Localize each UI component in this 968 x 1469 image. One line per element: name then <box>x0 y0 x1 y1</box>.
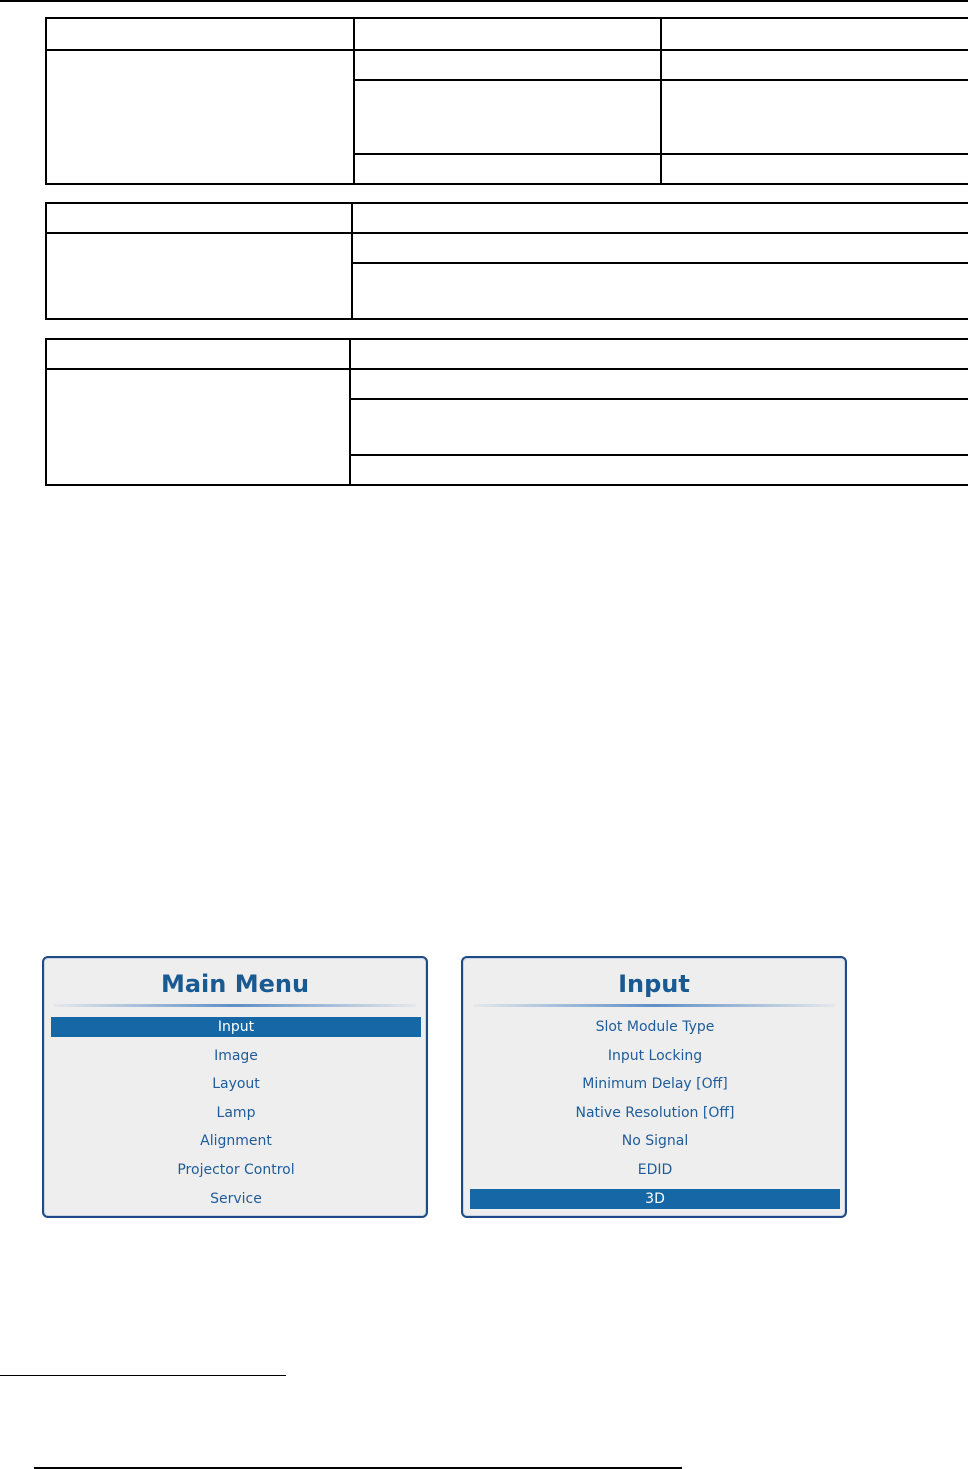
table-cell <box>46 339 350 369</box>
table-3 <box>45 338 968 486</box>
table-cell <box>661 154 968 184</box>
table-cell <box>46 369 350 485</box>
table-cell <box>354 50 661 80</box>
table-cell <box>350 339 968 369</box>
input-menu-item-input-locking[interactable]: Input Locking <box>607 1048 703 1064</box>
table-cell <box>350 399 968 455</box>
input-menu-item-no-signal[interactable]: No Signal <box>621 1133 689 1149</box>
table-cell <box>46 18 354 50</box>
main-menu-item-service[interactable]: Service <box>210 1191 262 1207</box>
table-row <box>46 233 968 263</box>
input-menu-item-slot-module-type[interactable]: Slot Module Type <box>595 1019 715 1035</box>
main-menu-item-projector-control[interactable]: Projector Control <box>177 1162 295 1178</box>
table-cell <box>46 233 352 319</box>
input-menu-panel <box>461 956 847 1218</box>
table-cell <box>46 203 352 233</box>
input-menu-item-3d[interactable]: 3D <box>470 1189 840 1209</box>
table-cell <box>661 18 968 50</box>
main-menu-item-alignment[interactable]: Alignment <box>200 1133 272 1149</box>
table-1 <box>45 17 968 185</box>
main-menu-separator <box>54 1004 416 1007</box>
input-menu-title: Input <box>618 970 690 998</box>
table-cell <box>352 203 968 233</box>
input-menu-item-minimum-delay[interactable]: Minimum Delay [Off] <box>582 1076 728 1092</box>
table-row <box>46 50 968 80</box>
input-menu-item-native-resolution[interactable]: Native Resolution [Off] <box>575 1105 735 1121</box>
table-row <box>46 203 968 233</box>
table-cell <box>352 233 968 263</box>
table-cell <box>350 455 968 485</box>
table-cell <box>354 154 661 184</box>
main-menu-panel <box>42 956 428 1218</box>
table-cell <box>661 50 968 80</box>
page-top-rule <box>0 0 968 2</box>
table-cell <box>354 80 661 154</box>
main-menu-item-layout[interactable]: Layout <box>212 1076 260 1092</box>
table-row <box>46 369 968 399</box>
main-menu-item-lamp[interactable]: Lamp <box>216 1105 256 1121</box>
footnote-rule <box>0 1375 286 1376</box>
table-cell <box>354 18 661 50</box>
main-menu-item-image[interactable]: Image <box>214 1048 258 1064</box>
table-cell <box>350 369 968 399</box>
main-menu-item-input[interactable]: Input <box>51 1017 421 1037</box>
table-row <box>46 18 968 50</box>
input-menu-separator <box>473 1004 835 1007</box>
table-cell <box>46 50 354 184</box>
main-menu-title: Main Menu <box>160 970 310 998</box>
table-row <box>46 339 968 369</box>
table-2 <box>45 202 968 320</box>
table-cell <box>661 80 968 154</box>
table-cell <box>352 263 968 319</box>
input-menu-item-edid[interactable]: EDID <box>637 1162 673 1178</box>
